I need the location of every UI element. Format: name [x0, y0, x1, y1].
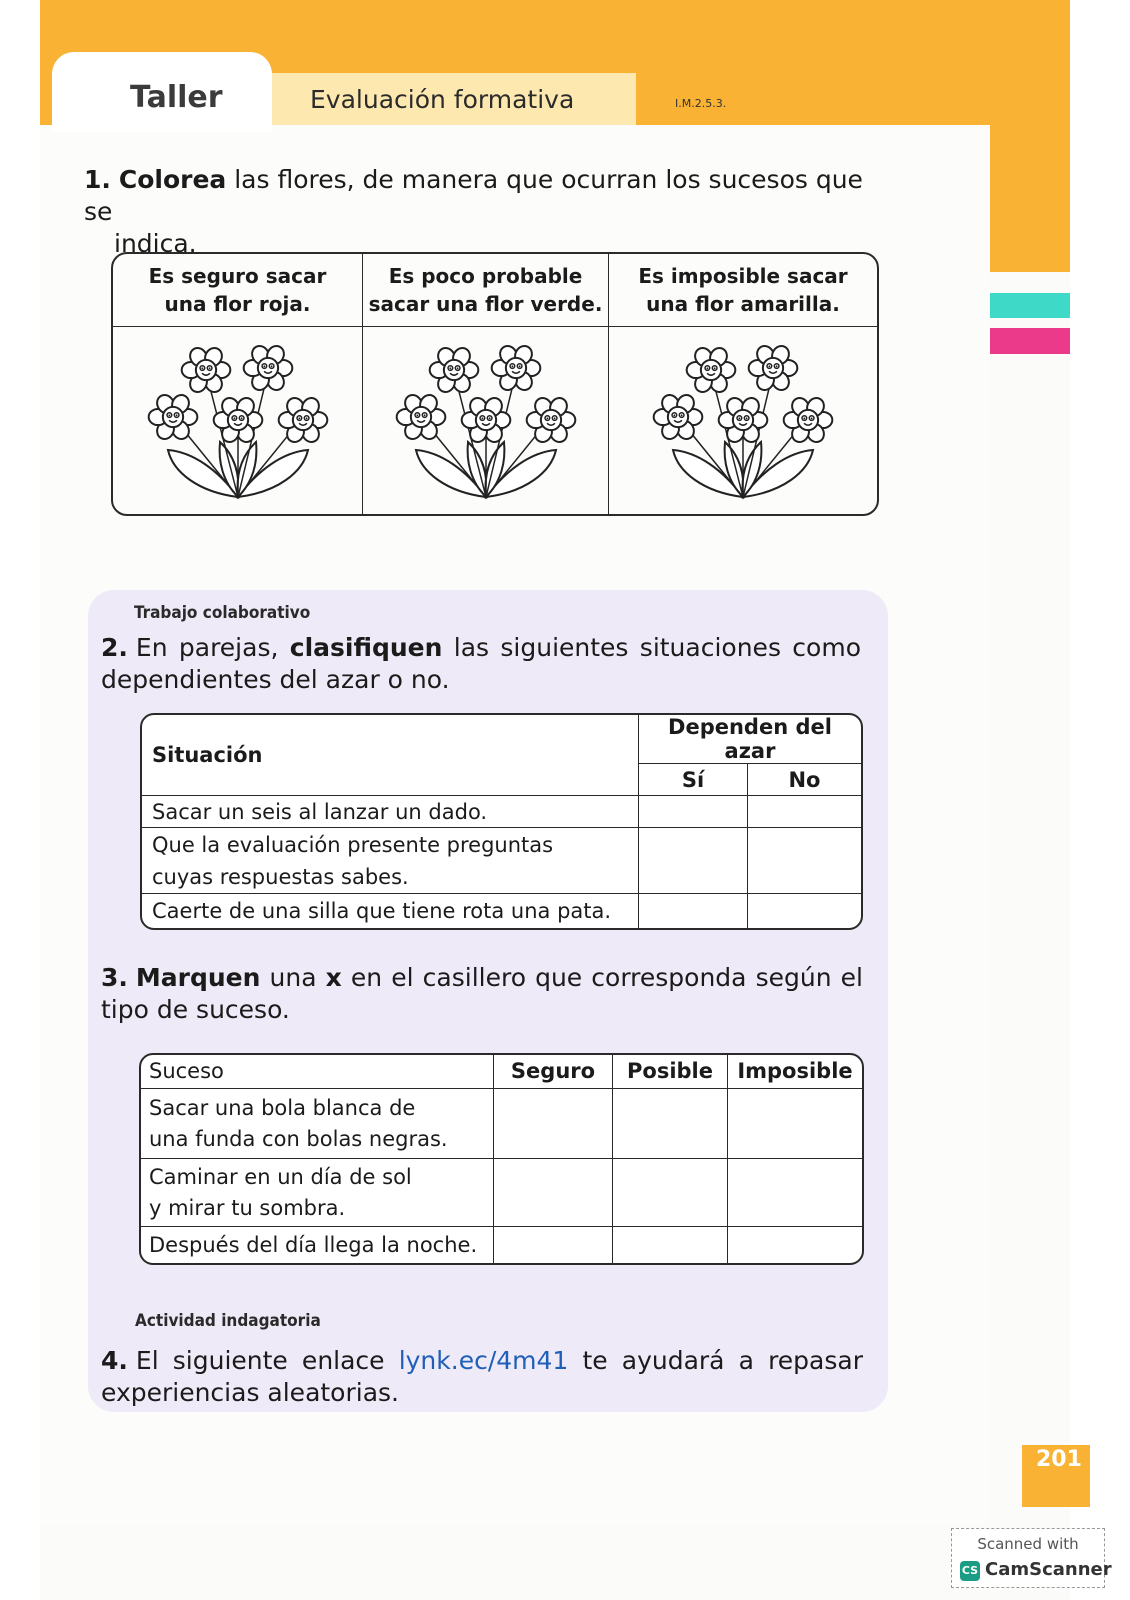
question-2-text-pre: En parejas,: [135, 633, 290, 662]
question-2-text-post: las siguientes situaciones como dependientes del azar o no.: [101, 633, 861, 694]
flower-icon: [243, 343, 292, 393]
page-number-badge: [1022, 1445, 1090, 1507]
col-no: No: [748, 764, 861, 796]
answer-cell-si[interactable]: [639, 796, 748, 828]
table-row: [141, 1227, 862, 1263]
situation-cell: Caerte de una silla que tiene rota una pata.: [142, 894, 639, 928]
answer-cell-imposible[interactable]: [728, 1089, 862, 1159]
flower-bouquet-icon: [128, 332, 348, 502]
question-1-text-line1: las flores, de manera que ocurran los sucesos que se: [84, 165, 863, 226]
flower-icon: [461, 395, 510, 445]
situation-cell: Que la evaluación presente preguntas cuyas respuestas sabes.: [142, 828, 639, 894]
question-3-verb: Marquen: [135, 963, 261, 992]
col-suceso: Suceso: [141, 1055, 494, 1089]
curriculum-code: I.M.2.5.3.: [675, 97, 727, 110]
teal-side-tab: [990, 293, 1070, 318]
question-2-number: 2.: [101, 633, 128, 662]
answer-cell-posible[interactable]: [613, 1227, 728, 1263]
flower-bouquet-cell-1[interactable]: [113, 327, 363, 514]
collaborative-label: Trabajo colaborativo: [134, 603, 311, 623]
question-3: [101, 962, 863, 1026]
flowers-col-header-3: Es imposible sacar una flor amarilla.: [609, 254, 877, 327]
question-3-text-pre: una: [260, 963, 326, 992]
answer-cell-seguro[interactable]: [494, 1159, 613, 1227]
flower-icon: [687, 345, 736, 395]
flower-bouquet-cell-2[interactable]: [363, 327, 609, 514]
flower-icon: [719, 395, 768, 445]
flower-icon: [491, 343, 540, 393]
question-4-number: 4.: [101, 1346, 128, 1375]
event-cell: Sacar una bola blanca de una funda con bolas negras.: [141, 1089, 494, 1159]
question-1-text-line2: indica.: [114, 229, 197, 258]
scanner-line2: CamScanner: [985, 1559, 1112, 1580]
tab-taller-label: Taller: [130, 80, 223, 115]
tab-evaluacion-label: Evaluación formativa: [310, 85, 575, 114]
answer-cell-posible[interactable]: [613, 1089, 728, 1159]
table-row: [142, 828, 861, 894]
question-1-number: 1.: [84, 165, 111, 194]
scanner-line1: Scanned with: [977, 1535, 1079, 1553]
col-si: Sí: [639, 764, 748, 796]
table-row: [141, 1159, 862, 1227]
answer-cell-imposible[interactable]: [728, 1159, 862, 1227]
pink-side-tab: [990, 328, 1070, 354]
flower-bouquet-icon: [376, 332, 596, 502]
event-cell: Caminar en un día de sol y mirar tu sombra.: [141, 1159, 494, 1227]
chance-dependency-table: [140, 713, 863, 930]
answer-cell-no[interactable]: [748, 796, 861, 828]
question-3-number: 3.: [101, 963, 128, 992]
flower-icon: [396, 392, 445, 442]
table-row: [142, 796, 861, 828]
flower-bouquet-icon: [633, 332, 853, 502]
question-1-verb: Colorea: [118, 165, 227, 194]
question-2-verb: clasifiquen: [289, 633, 443, 662]
col-seguro: Seguro: [494, 1055, 613, 1089]
answer-cell-si[interactable]: [639, 894, 748, 928]
question-4-text-pre: El siguiente enlace: [135, 1346, 399, 1375]
flower-icon: [148, 392, 197, 442]
col-posible: Posible: [613, 1055, 728, 1089]
event-type-table: [139, 1053, 864, 1265]
tab-taller: [52, 52, 272, 132]
flowers-col-header-1: Es seguro sacar una flor roja.: [113, 254, 363, 327]
flowers-col-header-2: Es poco probable sacar una flor verde.: [363, 254, 609, 327]
flower-icon: [429, 345, 478, 395]
answer-cell-no[interactable]: [748, 828, 861, 894]
col-imposible: Imposible: [728, 1055, 862, 1089]
flower-icon: [181, 345, 230, 395]
answer-cell-imposible[interactable]: [728, 1227, 862, 1263]
flower-icon: [213, 395, 262, 445]
table-row: [141, 1089, 862, 1159]
review-link[interactable]: lynk.ec/4m41: [398, 1346, 569, 1375]
flowers-table: [111, 252, 879, 516]
answer-cell-no[interactable]: [748, 894, 861, 928]
table-row: [142, 894, 861, 928]
situation-cell: Sacar un seis al lanzar un dado.: [142, 796, 639, 828]
question-4: [101, 1345, 863, 1409]
event-cell: Después del día llega la noche.: [141, 1227, 494, 1263]
answer-cell-seguro[interactable]: [494, 1089, 613, 1159]
page-number: 201: [1036, 1447, 1082, 1472]
answer-cell-posible[interactable]: [613, 1159, 728, 1227]
activity-label: Actividad indagatoria: [135, 1311, 321, 1331]
flower-icon: [749, 343, 798, 393]
question-4-text-post: te ayudará a repasar experiencias aleatorias.: [101, 1346, 863, 1407]
camscanner-watermark: [951, 1528, 1112, 1588]
answer-cell-si[interactable]: [639, 828, 748, 894]
flower-bouquet-cell-3[interactable]: [609, 327, 877, 514]
question-2: [101, 632, 861, 696]
col-dependen-azar: Dependen del azar: [639, 715, 861, 764]
question-3-text-post: en el casillero que corresponda según el tipo de suceso.: [101, 963, 863, 1024]
flower-icon: [654, 392, 703, 442]
col-situacion: Situación: [142, 715, 639, 796]
camscanner-logo-icon: CS: [960, 1561, 980, 1581]
side-orange-band: [990, 0, 1070, 272]
tab-evaluacion: [272, 73, 636, 125]
question-3-x: x: [325, 963, 342, 992]
answer-cell-seguro[interactable]: [494, 1227, 613, 1263]
question-1: [84, 164, 884, 260]
